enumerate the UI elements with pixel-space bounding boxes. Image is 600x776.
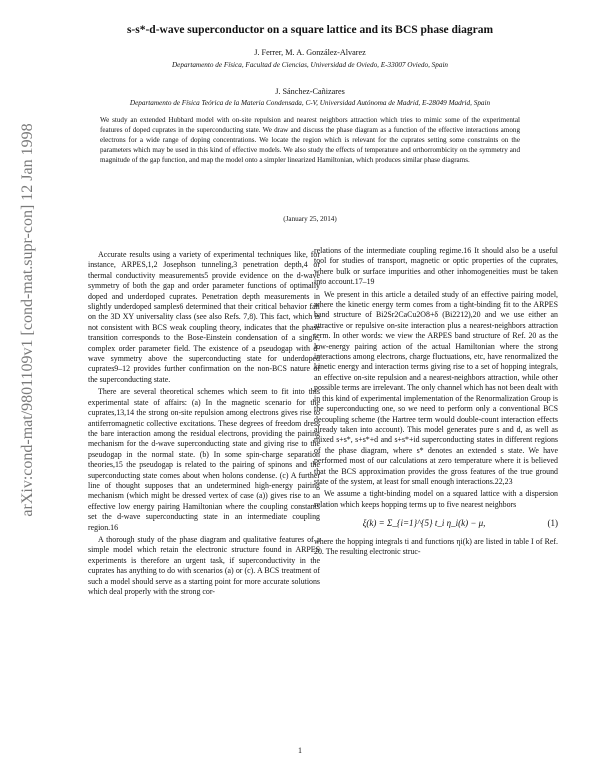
arxiv-stamp [18,40,38,600]
arxiv-id: arXiv:cond-mat/9801109v1 [cond-mat.supr-con] 12 Jan 1998 [19,123,36,517]
paper-title: s-s*-d-wave superconductor on a square lattice and its BCS phase diagram [126,24,494,36]
paragraph: where the hopping integrals ti and functions ηi(k) are listed in table I of Ref. 20. The resulting electronic struc- [314,536,558,556]
page-number: 1 [298,746,302,755]
affiliation-1: Departamento de Física, Facultad de Ciencias, Universidad de Oviedo, E-33007 Oviedo, Spain [171,61,449,69]
equation-formula: ξ(k) = Σ_{i=1}^{5} t_i η_i(k) − μ, [362,518,486,529]
date: (January 25, 2014) [283,215,337,223]
authors-group-1: J. Ferrer, M. A. González-Alvarez [254,48,366,57]
equation-1 [314,518,558,528]
paragraph: Accurate results using a variety of experimental techniques like, for instance, ARPES,1,2 Josephson tunneling,3 penetration depth,4 or thermal conductivity measurements5 provide evidence on the d-wave symmetry of both the gap and order parameter functions of optimally doped and underdoped cuprates. Penetration depth measurements in slightly underdoped samples6 determined that their critical behavior fall on the 3D XY universality class (see also Refs. 7,8). This fact, which is not consistent with BCS weak coupling theory, indicates that the phase transition corresponds to the Bose-Einstein condensation of a single, complex order parameter field. The existence of a pseudogap with d-wave symmetry above the superconducting state for underdoped cuprates9–12 provides further confirmation on the non-BCS nature of the superconducting state. [88,250,320,384]
paragraph: relations of the intermediate coupling regime.16 It should also be a useful tool for studies of transport, magnetic or optic properties of the cuprates, where bulk or surface impurities and other inhomogeneities must be taken into account.17–19 [314,246,558,287]
authors-group-2: J. Sánchez-Cañizares [275,87,345,96]
affiliation-2: Departamento de Física Teórica de la Materia Condensada, C-V, Universidad Autónoma de Madrid, E-28049 Madrid, Spain [129,99,491,107]
paragraph: We present in this article a detailed study of an effective pairing model, where the kinetic energy term comes from a tight-binding fit to the ARPES band structure of Bi2Sr2CaCu2O8+δ (Bi2212),20 and we use either an attractive or repulsive on-site interaction plus a nearest-neighbors attraction term. In other words: we view the ARPES band structure of Ref. 20 as the low-energy pairing action of the actual Hamiltonian where the strong interactions among electrons, charge fluctuations, etc, have renormalized the kinetic energy and interaction terms giving rise to a set of hopping integrals, an effective on-site repulsion and a nearest-neighbors attraction, while other possible terms are irrelevant. The only channel which has not been dealt with in this kind of experimental implementation of the Renormalization Group is the superconducting one, so we need to perform only a conventional BCS decoupling scheme (the Hartree term would double-count interaction effects already taken into account). This model generates pure s and d, as well as mixed s+s*, s+s*+d and s+s*+id superconducting states in different regions of the phase diagram, where s* denotes an extended s state. We have performed most of our calculations at zero temperature where it is believed that the BCS approximation provides the gross features of the true ground state of the system, at least for small enough interactions.22,23 [314,289,558,486]
paragraph: A thorough study of the phase diagram and qualitative features of a simple model which retain the electronic structure found in ARPES experiments is therefore an urgent task, if superconductivity in the cuprates has anything to do with scenarios (a) or (c). A BCS treatment of such a model should serve as a starting point for more accurate solutions which deal properly with the strong cor- [88,534,320,596]
left-column [88,250,320,599]
paragraph: We assume a tight-binding model on a squared lattice with a dispersion relation which keeps hopping terms up to five nearest neighbors [314,489,558,509]
abstract: We study an extended Hubbard model with on-site repulsion and nearest neighbors attraction which tries to mimic some of the experimental features of doped cuprates in the superconducting state. We draw and discuss the phase diagram as a function of the effective interactions among electrons for a wide range of doping concentrations. We locate the region which is relevant for the cuprates setting some constraints on the parameters which may be used in this kind of effective models. We also study the effects of temperature and orthorrombicity on the symmetry and magnitude of the gap function, and map the model onto a simpler linearized Hamiltonian, which produces similar phase diagrams. [100,116,520,164]
paragraph: There are several theoretical schemes which seem to fit into this experimental state of affairs: (a) In the magnetic scenario for the cuprates,13,14 the strong on-site repulsion among electrons gives rise to antiferromagnetic collective excitations. These degrees of freedom dress the bare interaction among the residual electrons, providing the pairing mechanism for the d-wave superconducting state and giving rise to the pseudogap in the normal state. (b) In some spin-charge separation theories,15 the pseudogap is related to the pairing of spinons and the superconducting state comes about when holons condense. (c) A further line of thought supposes that an undetermined high-energy pairing mechanism (which might be dressed vertex of case (a)) gives rise to an effective low energy pairing Hamiltonian where the coupling constants set the d-wave superconducting state in an intermediate coupling region.16 [88,387,320,532]
equation-number: (1) [547,518,558,529]
right-column [314,246,558,559]
